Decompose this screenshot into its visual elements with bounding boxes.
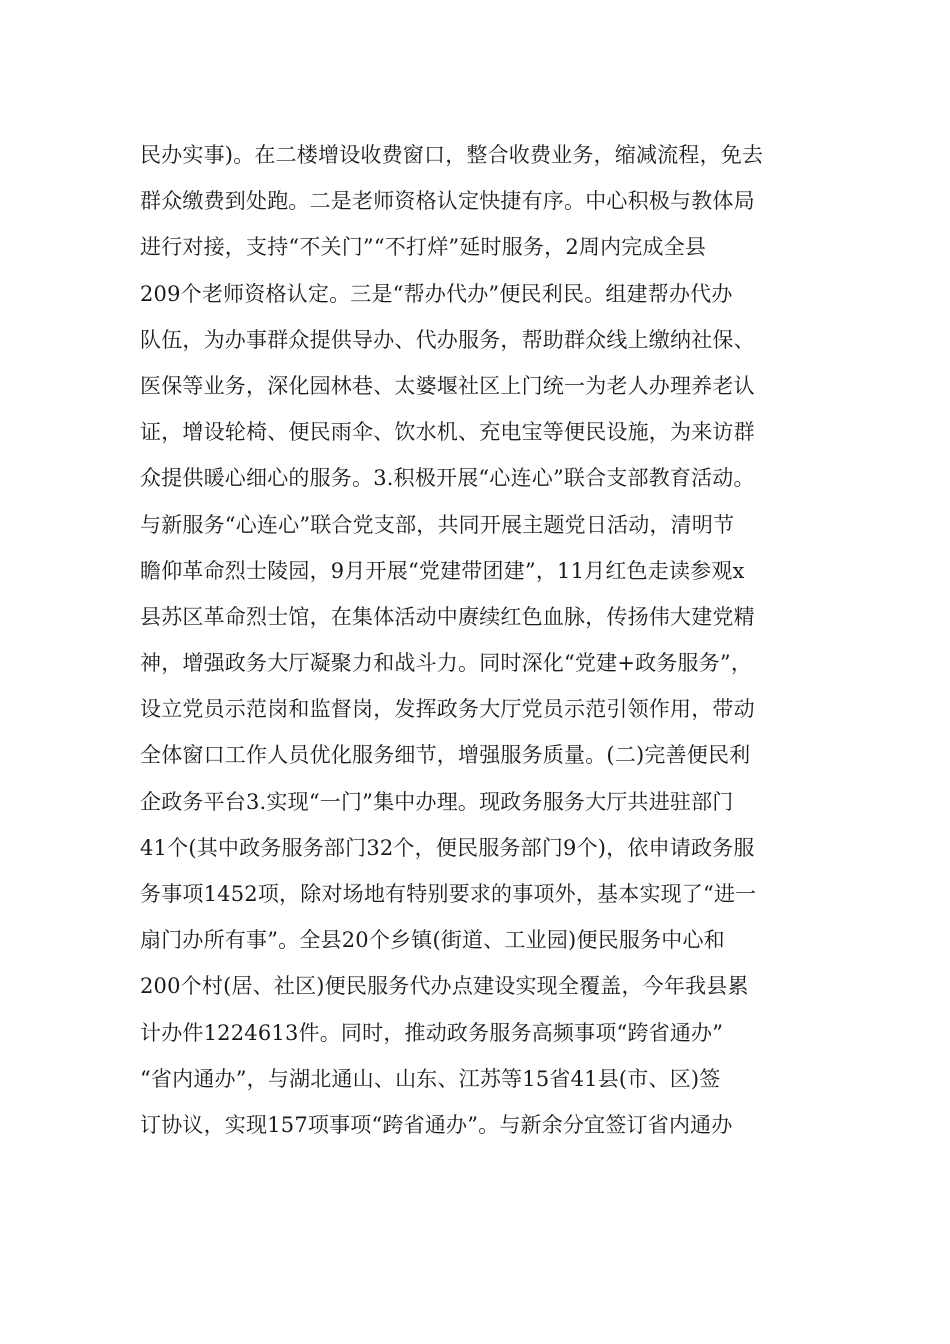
text-line: 瞻仰革命烈士陵园，9月开展“党建带团建”，11月红色走读参观x: [140, 558, 745, 583]
text-line: 计办件1224613件。同时，推动政务服务高频事项“跨省通办”: [140, 1020, 724, 1045]
text-line: 民办实事)。在二楼增设收费窗口，整合收费业务，缩减流程，免去: [140, 143, 764, 167]
text-line: 队伍，为办事群众提供导办、代办服务，帮助群众线上缴纳社保、: [140, 327, 755, 352]
text-line: 县苏区革命烈士馆，在集体活动中赓续红色血脉，传扬伟大建党精: [140, 604, 755, 629]
text-line: 企政务平台3.实现“一门”集中办理。现政务服务大厅共进驻部门: [140, 789, 734, 814]
text-line: 200个村(居、社区)便民服务代办点建设实现全覆盖，今年我县累: [140, 974, 749, 999]
text-line: 务事项1452项，除对场地有特别要求的事项外，基本实现了“进一: [140, 882, 757, 906]
text-line: 群众缴费到处跑。二是老师资格认定快捷有序。中心积极与教体局: [140, 189, 755, 214]
text-line: 众提供暖心细心的服务。3.积极开展“心连心”联合支部教育活动。: [140, 466, 755, 491]
body-text: [140, 132, 820, 1148]
text-line: 进行对接，支持“不关门”“不打烊”延时服务，2周内完成全县: [140, 235, 707, 260]
text-line: 全体窗口工作人员优化服务细节，增强服务质量。(二)完善便民利: [140, 743, 751, 768]
text-line: 订协议，实现157项事项“跨省通办”。与新余分宜签订省内通办: [140, 1112, 733, 1137]
text-line: 41个(其中政务服务部门32个，便民服务部门9个)，依申请政务服: [140, 835, 755, 860]
text-line: 证，增设轮椅、便民雨伞、饮水机、充电宝等便民设施，为来访群: [140, 420, 755, 445]
text-line: 与新服务“心连心”联合党支部，共同开展主题党日活动，清明节: [140, 512, 735, 537]
text-line: 医保等业务，深化园林巷、太婆堰社区上门统一为老人办理养老认: [140, 373, 755, 398]
text-line: 209个老师资格认定。三是“帮办代办”便民利民。组建帮办代办: [140, 281, 733, 306]
text-line: 神，增强政务大厅凝聚力和战斗力。同时深化“党建+政务服务”，: [140, 651, 753, 676]
text-line: “省内通办”，与湖北通山、山东、江苏等15省41县(市、区)签: [140, 1066, 721, 1091]
text-line: 设立党员示范岗和监督岗，发挥政务大厅党员示范引领作用，带动: [140, 697, 755, 722]
text-line: 扇门办所有事”。全县20个乡镇(街道、工业园)便民服务中心和: [140, 928, 725, 953]
